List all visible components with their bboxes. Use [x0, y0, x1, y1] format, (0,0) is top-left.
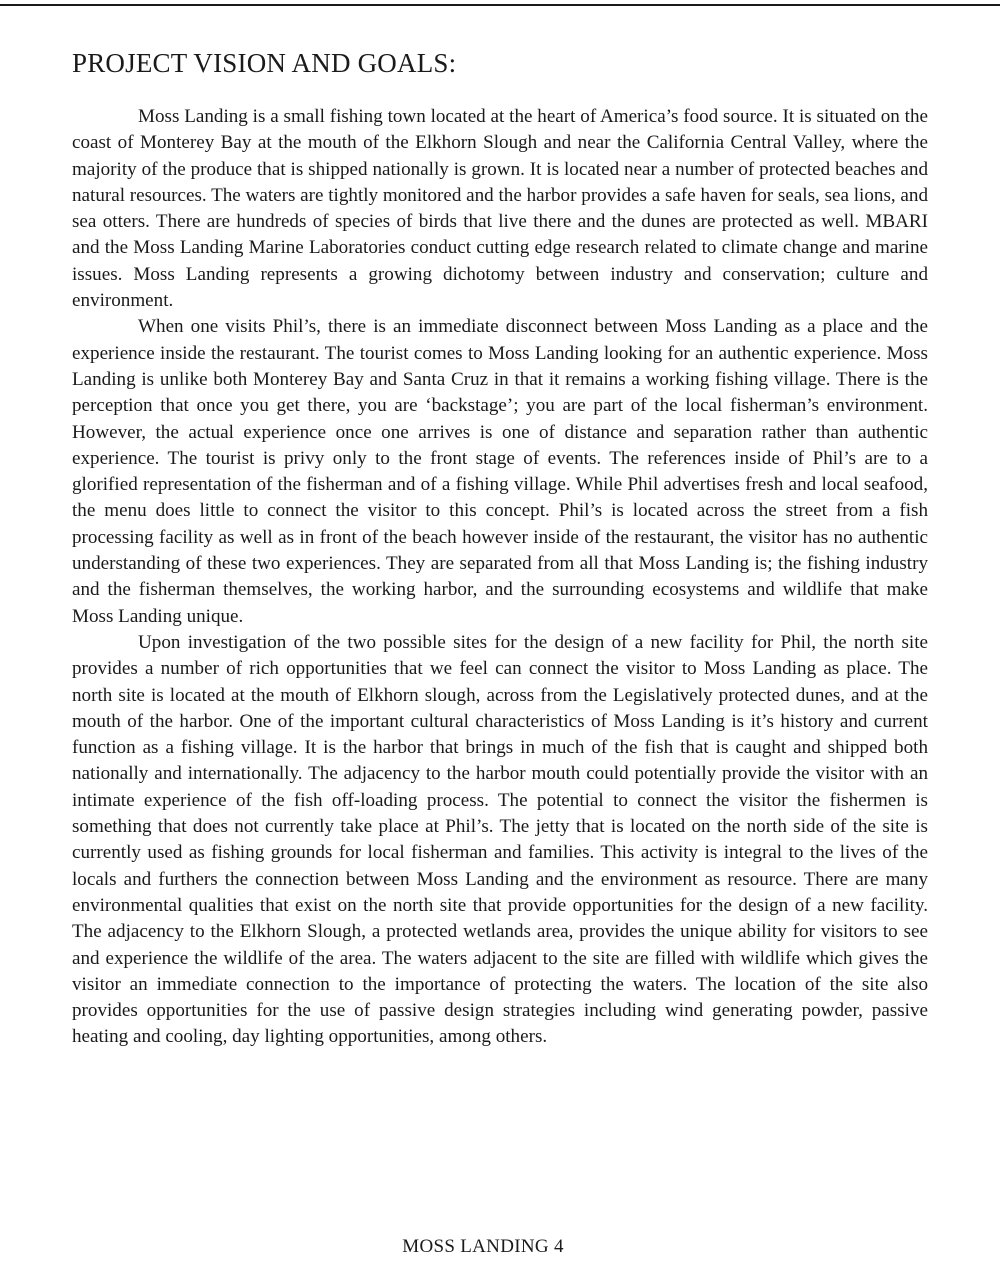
page-title: PROJECT VISION AND GOALS:: [72, 48, 457, 78]
paragraph-intro: Moss Landing is a small fishing town located at the heart of America’s food source. It is situated on the coast of Monterey Bay at the mouth of the Elkhorn Slough and near the California Central Valley, where the majority of the produce that is shipped nationally is grown. It is located near a number of protected beaches and natural resources. The waters are tightly monitored and the harbor provides a safe haven for seals, sea lions, and sea otters. There are hundreds of species of birds that live there and the dunes are protected as well. MBARI and the Moss Landing Marine Laboratories conduct cutting edge research related to climate change and marine issues. Moss Landing represents a growing dichotomy between industry and conservation; culture and environment.: [72, 106, 928, 312]
page-footer: MOSS LANDING 4: [402, 1236, 564, 1257]
body-text: [72, 104, 928, 1051]
paragraph-north-site: Upon investigation of the two possible sites for the design of a new facility for Phil, the north site provides a number of rich opportunities that we feel can connect the visitor to Moss Landing as place. The north site is located at the mouth of Elkhorn slough, across from the Legislatively protected dunes, and at the mouth of the harbor. One of the important cultural characteristics of Moss Landing is it’s history and current function as a fishing village. It is the harbor that brings in much of the fish that is caught and shipped both nationally and internationally. The adjacency to the harbor mouth could potentially provide the visitor with an intimate experience of the fish off-loading process. The potential to connect the visitor the fishermen is something that does not currently take place at Phil’s. The jetty that is located on the north side of the site is currently used as fishing grounds for local fisherman and families. This activity is integral to the lives of the locals and furthers the connection between Moss Landing and the environment as resource. There are many environmental qualities that exist on the north site that provide opportunities for the design of a new facility. The adjacency to the Elkhorn Slough, a protected wetlands area, provides the unique ability for visitors to see and experience the wildlife of the area. The waters adjacent to the site are filled with wildlife which gives the visitor an immediate connection to the importance of protecting the waters. The location of the site also provides opportunities for the use of passive design strategies including wind generating powder, passive heating and cooling, day lighting opportunities, among others.: [72, 631, 928, 1048]
top-rule: [0, 4, 1000, 6]
paragraph-disconnect: When one visits Phil’s, there is an immediate disconnect between Moss Landing as a place and the experience inside the restaurant. The tourist comes to Moss Landing looking for an authentic experience. Moss Landing is unlike both Monterey Bay and Santa Cruz in that it remains a working fishing village. There is the perception that once you get there, you are ‘backstage’; you are part of the local fisherman’s environment. However, the actual experience once one arrives is one of distance and separation rather than authentic experience. The tourist is privy only to the front stage of events. The references inside of Phil’s are to a glorified representation of the fisherman and of a fishing village. While Phil advertises fresh and local seafood, the menu does little to connect the visitor to this concept. Phil’s is located across the street from a fish processing facility as well as in front of the beach however inside of the restaurant, the visitor has no authentic understanding of these two experiences. They are separated from all that Moss Landing is; the fishing industry and the fisherman themselves, the working harbor, and the surrounding ecosystems and wildlife that make Moss Landing unique.: [72, 316, 928, 627]
